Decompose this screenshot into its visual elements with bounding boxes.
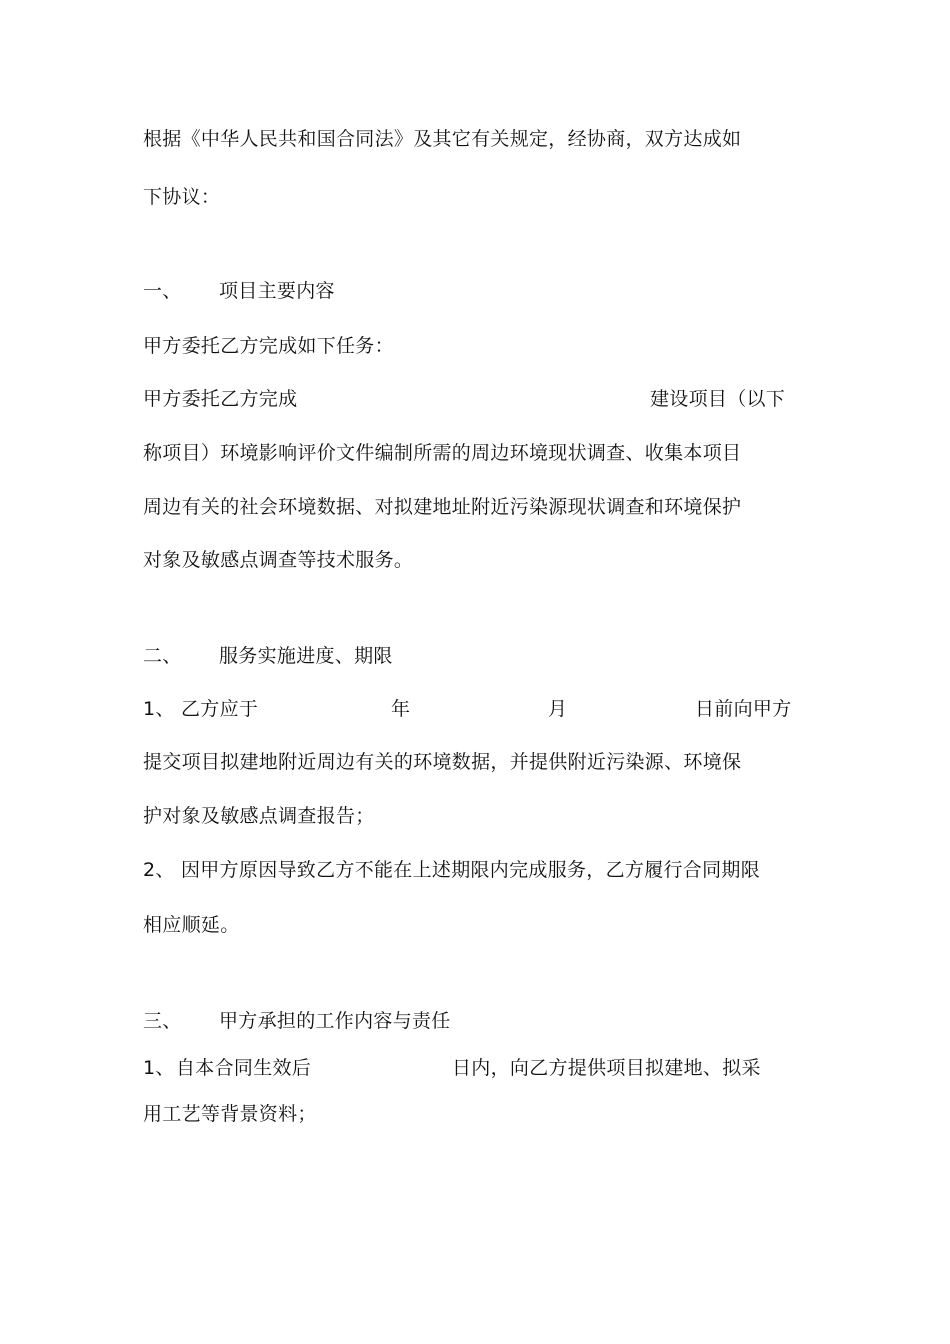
section-2-item-1-number: 1、 xyxy=(143,698,175,720)
intro-line-1: 根据《中华人民共和国合同法》及其它有关规定，经协商，双方达成如 xyxy=(143,128,742,150)
section-1-paragraph-after-blank: 建设项目（以下 xyxy=(650,388,786,410)
section-2-number: 二、 xyxy=(143,645,182,667)
section-2-item-1-line-2: 提交项目拟建地附近周边有关的环境数据，并提供附近污染源、环境保 xyxy=(143,751,742,773)
section-1-paragraph-line-4: 对象及敏感点调查等技术服务。 xyxy=(143,549,414,571)
section-3-item-1-line-2: 用工艺等背景资料； xyxy=(143,1103,317,1125)
section-2-item-2-text: 因甲方原因导致乙方不能在上述期限内完成服务，乙方履行合同期限 xyxy=(181,859,761,881)
section-2-item-1-day: 日前向甲方 xyxy=(695,698,792,720)
section-3-item-1-rest: 日内，向乙方提供项目拟建地、拟采 xyxy=(452,1057,761,1079)
section-2-item-1-month: 月 xyxy=(548,698,568,720)
section-3-item-1-text: 自本合同生效后 xyxy=(176,1057,312,1079)
section-1-paragraph-start: 甲方委托乙方完成 xyxy=(143,388,298,410)
section-1-number: 一、 xyxy=(143,280,182,302)
section-2-item-1-text: 乙方应于 xyxy=(181,698,259,720)
section-2-title: 服务实施进度、期限 xyxy=(219,645,393,667)
section-2-item-1-line-3: 护对象及敏感点调查报告； xyxy=(143,805,375,827)
section-2-item-2-number: 2、 xyxy=(143,859,175,881)
section-1-lead: 甲方委托乙方完成如下任务： xyxy=(143,335,394,357)
intro-line-2: 下协议： xyxy=(143,186,221,208)
section-2-item-2-line-2: 相应顺延。 xyxy=(143,914,240,936)
section-2-item-1-year: 年 xyxy=(391,698,411,720)
section-3-item-1-number: 1、 xyxy=(143,1057,175,1079)
section-1-paragraph-line-3: 周边有关的社会环境数据、对拟建地址附近污染源现状调查和环境保护 xyxy=(143,496,742,518)
section-3-title: 甲方承担的工作内容与责任 xyxy=(219,1010,451,1032)
section-1-paragraph-line-2: 称项目）环境影响评价文件编制所需的周边环境现状调查、收集本项目 xyxy=(143,442,742,464)
section-3-number: 三、 xyxy=(143,1010,182,1032)
section-1-title: 项目主要内容 xyxy=(219,280,335,302)
